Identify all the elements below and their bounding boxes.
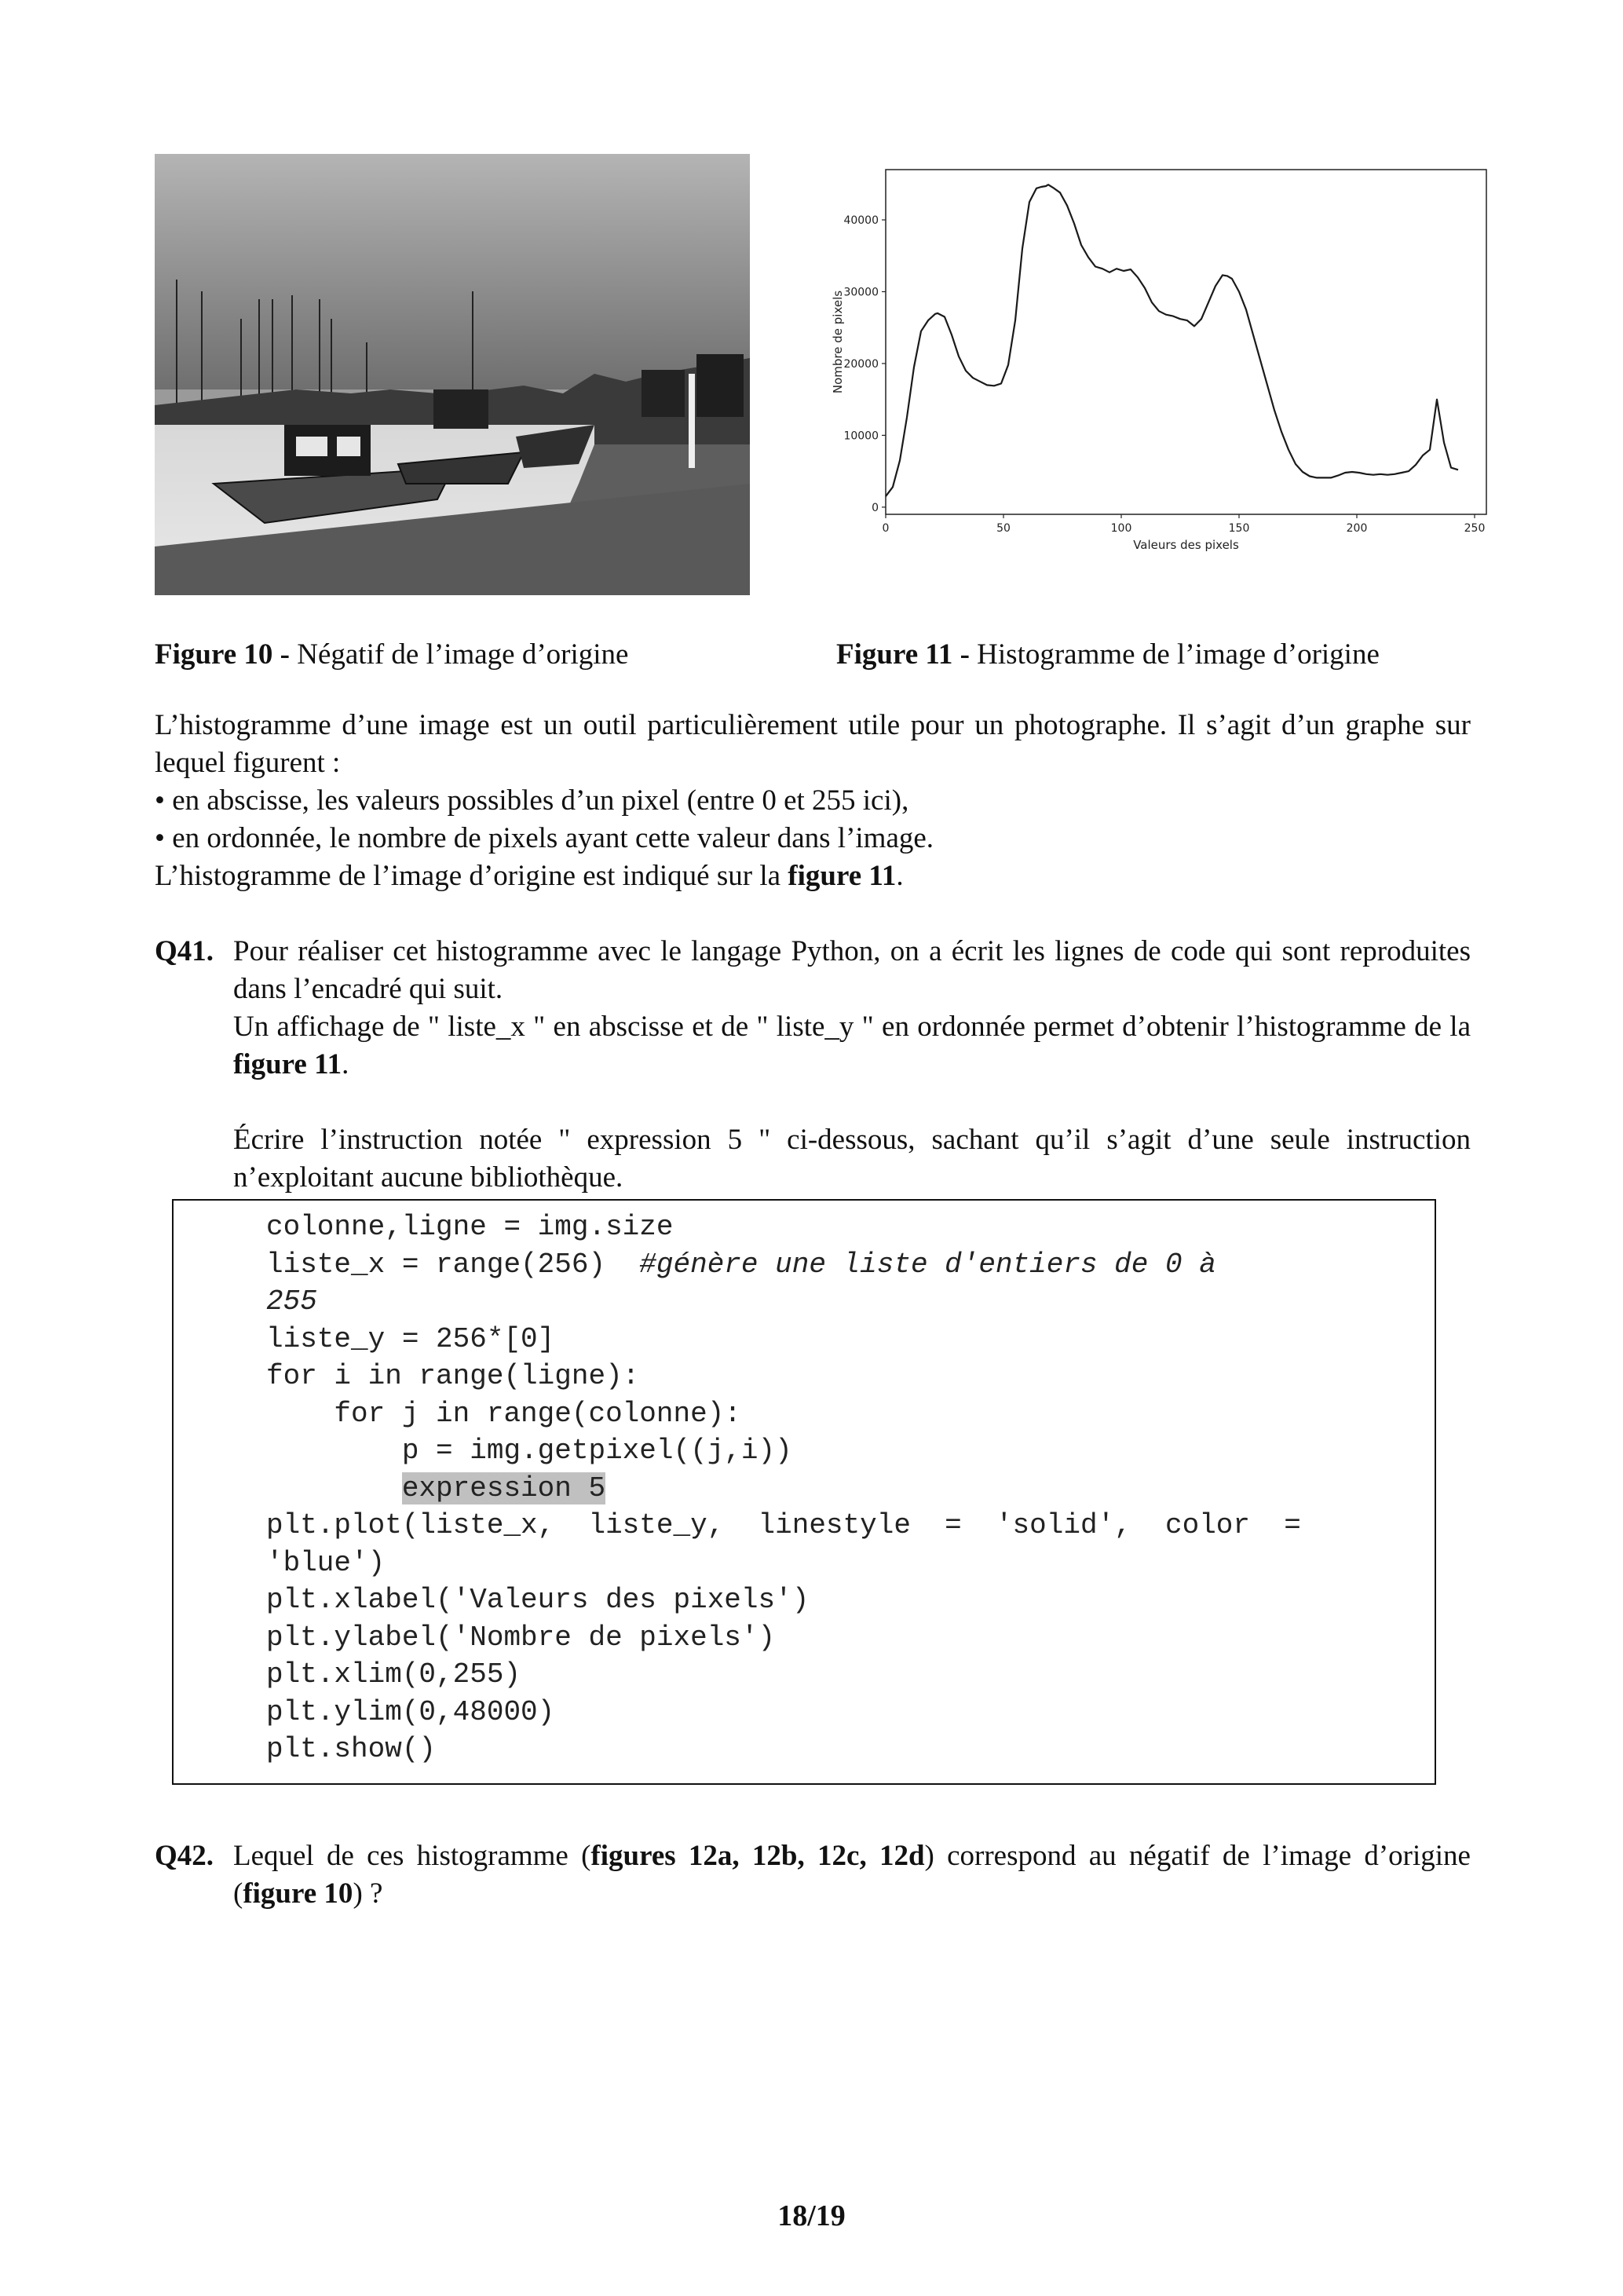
y-tick-label: 10000 <box>843 430 879 443</box>
intro-line: L’histogramme d’une image est un outil particulièrement utile pour un photographe. Il s’agit d’un graphe sur lequel figurent : <box>155 709 1471 779</box>
expression-5-placeholder: expression 5 <box>401 1472 606 1504</box>
code-line: plt.show() <box>266 1733 437 1765</box>
q42-figure-10-ref: figure 10 <box>243 1877 353 1910</box>
figure-10-caption <box>155 638 628 671</box>
intro-last-punct: . <box>896 860 904 892</box>
figure-11-caption-text: Histogramme de l’image d’origine <box>969 638 1380 671</box>
figure-10-caption-label: Figure 10 - <box>155 638 290 671</box>
figure-11-histogram-chart <box>824 157 1492 628</box>
x-tick-label: 200 <box>1346 522 1368 535</box>
question-41-figure-ref: figure 11 <box>233 1048 342 1080</box>
figure-11-caption <box>836 638 1380 671</box>
code-comment: #génère une liste d'entiers de 0 à <box>639 1248 1216 1281</box>
q42-text-part: ) correspond au négatif de l’image d’origine ( <box>233 1840 1471 1910</box>
figure-11-caption-label: Figure 11 - <box>836 638 970 671</box>
histogram-line <box>886 185 1458 496</box>
code-indent <box>266 1472 402 1504</box>
histogram-svg <box>824 157 1492 628</box>
x-tick-label: 50 <box>996 522 1011 535</box>
plot-frame <box>886 170 1486 514</box>
question-42-label: Q42. <box>155 1840 214 1872</box>
figure-10-negative-photo <box>155 154 750 595</box>
x-tick-label: 150 <box>1228 522 1250 535</box>
code-line <box>266 1470 1435 1508</box>
y-tick-label: 0 <box>872 501 879 514</box>
code-line: plt.xlabel('Valeurs des pixels') <box>266 1584 810 1616</box>
question-41-text-1: Pour réaliser cet histogramme avec le langage Python, on a écrit les lignes de code qui sont reproduites dans l’encadré qui suit. <box>233 935 1471 1005</box>
code-line: plt.ylim(0,48000) <box>266 1695 555 1728</box>
code-line: plt.plot(liste_x, liste_y, linestyle = 'solid', color = <box>266 1509 1301 1541</box>
code-line: for i in range(ligne): <box>266 1360 640 1392</box>
intro-last-text: L’histogramme de l’image d’origine est indiqué sur la <box>155 860 788 892</box>
y-tick-label: 40000 <box>843 214 879 228</box>
x-tick-label: 0 <box>882 522 890 535</box>
question-42-text <box>233 1837 1471 1913</box>
code-line: 'blue') <box>266 1546 386 1579</box>
code-line: liste_y = 256*[0] <box>266 1322 555 1355</box>
intro-figure-ref: figure 11 <box>788 860 897 892</box>
question-42 <box>155 1837 1471 1913</box>
q42-text-part: ) ? <box>353 1877 383 1910</box>
code-line: colonne,ligne = img.size <box>266 1211 674 1243</box>
question-41-text-2 <box>233 1008 1471 1084</box>
question-41-text-3: Écrire l’instruction notée " expression 5 " ci-dessous, sachant qu’il s’agit d’une seule instruction n’exploitant aucune bibliothèque. <box>233 1124 1471 1194</box>
code-box <box>172 1199 1436 1785</box>
y-tick-label: 30000 <box>843 286 879 299</box>
question-41 <box>155 933 1471 1197</box>
intro-paragraph <box>155 707 1471 895</box>
q42-figures-ref: figures 12a, 12b, 12c, 12d <box>590 1840 925 1872</box>
question-41-text-2-punct: . <box>342 1048 349 1080</box>
code-line <box>266 1246 1435 1284</box>
code-text: liste_x = range(256) <box>266 1248 640 1281</box>
intro-last-line <box>155 857 1471 895</box>
code-line: p = img.getpixel((j,i)) <box>266 1435 792 1467</box>
code-line: plt.xlim(0,255) <box>266 1658 521 1691</box>
x-axis-label: Valeurs des pixels <box>1133 538 1239 552</box>
sky <box>155 154 750 389</box>
code-line: 255 <box>266 1285 317 1318</box>
y-axis-ticks <box>843 214 886 514</box>
question-41-text-2-main: Un affichage de " liste_x " en abscisse et de " liste_y " en ordonnée permet d’obtenir l’histogramme de la <box>233 1011 1471 1043</box>
python-code <box>174 1201 1435 1768</box>
page-number: 18/19 <box>777 2199 846 2232</box>
q42-text-part: Lequel de ces histogramme ( <box>233 1840 591 1872</box>
y-tick-label: 20000 <box>843 357 879 371</box>
figure-10-caption-text: Négatif de l’image d’origine <box>289 638 629 671</box>
intro-bullet-ordonnee: • en ordonnée, le nombre de pixels ayant cette valeur dans l’image. <box>155 822 934 854</box>
question-41-label: Q41. <box>155 935 214 967</box>
intro-bullet-abscisse: • en abscisse, les valeurs possibles d’un pixel (entre 0 et 255 ici), <box>155 784 909 817</box>
y-axis-label: Nombre de pixels <box>831 290 845 394</box>
x-tick-label: 100 <box>1110 522 1132 535</box>
x-tick-label: 250 <box>1464 522 1486 535</box>
code-line: for j in range(colonne): <box>266 1397 741 1430</box>
x-axis-ticks <box>883 514 1486 535</box>
code-line: plt.ylabel('Nombre de pixels') <box>266 1621 776 1654</box>
